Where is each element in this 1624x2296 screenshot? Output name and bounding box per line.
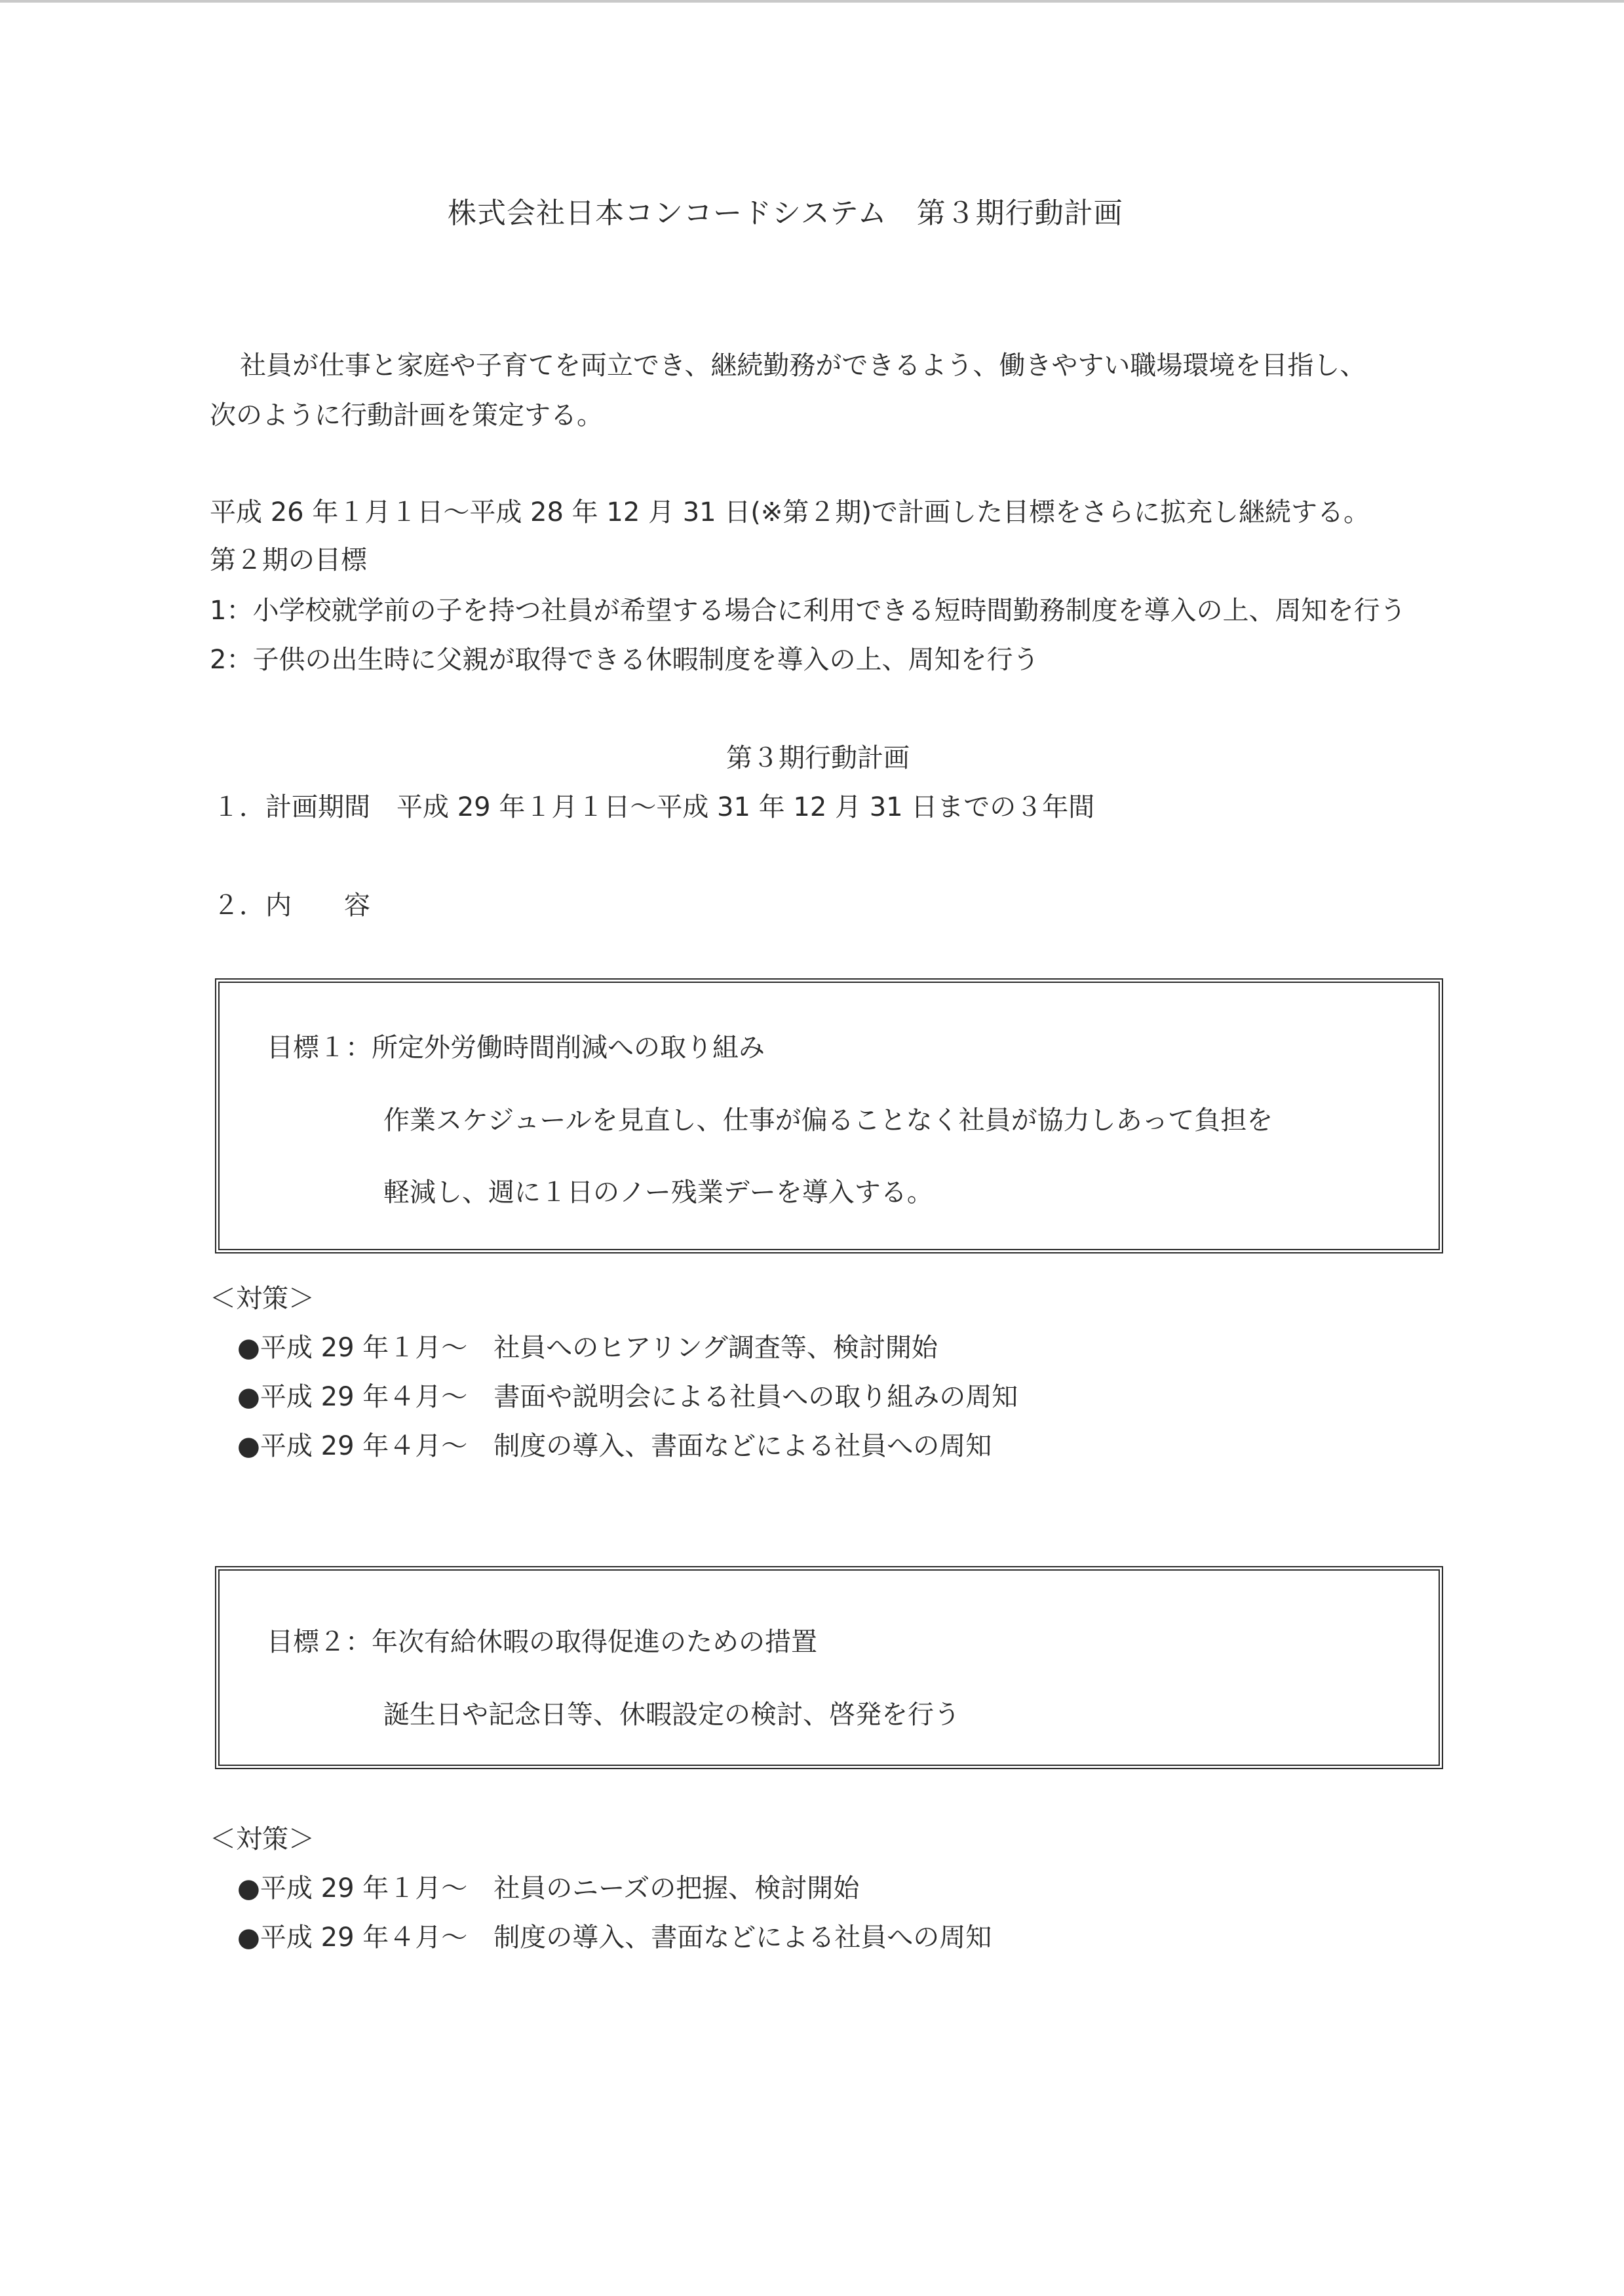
goal-1-measure-3: ●平成 29 年４月～ 制度の導入、書面などによる社員への周知	[237, 1431, 992, 1461]
previous-goal-1: 1：小学校就学前の子を持つ社員が希望する場合に利用できる短時間勤務制度を導入の上、周知を行う	[210, 596, 1406, 626]
goal-2-measure-2: ●平成 29 年４月～ 制度の導入、書面などによる社員への周知	[237, 1923, 992, 1953]
goal-2-description-1: 誕生日や記念日等、休暇設定の検討、啓発を行う	[383, 1700, 960, 1730]
previous-goal-2: 2：子供の出生時に父親が取得できる休暇制度を導入の上、周知を行う	[210, 645, 1039, 675]
goal-2-box	[215, 1566, 1443, 1769]
plan-content-heading: ２．内 容	[213, 890, 370, 921]
document-title: 株式会社日本コンコードシステム 第３期行動計画	[448, 197, 1123, 230]
previous-period-text: 平成 26 年１月１日～平成 28 年 12 月 31 日(※第２期)で計画した目標をさらに拡充し継続する。	[210, 497, 1370, 527]
intro-line-2: 次のように行動計画を策定する。	[210, 400, 603, 430]
goal-1-measure-1: ●平成 29 年１月～ 社員へのヒアリング調査等、検討開始	[237, 1333, 938, 1363]
goal-1-title: 目標１：所定外労働時間削減への取り組み	[267, 1033, 765, 1063]
plan-heading: 第３期行動計画	[726, 743, 910, 773]
goal-1-description-1: 作業スケジュールを見直し、仕事が偏ることなく社員が協力しあって負担を	[383, 1105, 1273, 1136]
goal-2-title: 目標２：年次有給休暇の取得促進のための措置	[267, 1627, 817, 1657]
goal-1-measure-2: ●平成 29 年４月～ 書面や説明会による社員への取り組みの周知	[237, 1382, 1018, 1412]
goal-1-measures-heading: ＜対策＞	[210, 1284, 315, 1314]
page-top-edge	[0, 0, 1624, 3]
goal-2-measures-heading: ＜対策＞	[210, 1824, 315, 1854]
previous-goals-heading: 第２期の目標	[210, 545, 367, 575]
goal-1-box	[215, 978, 1443, 1253]
goal-2-measure-1: ●平成 29 年１月～ 社員のニーズの把握、検討開始	[237, 1873, 860, 1904]
goal-1-description-2: 軽減し、週に１日のノー残業デーを導入する。	[383, 1177, 933, 1208]
intro-line-1: 社員が仕事と家庭や子育てを両立でき、継続勤務ができるよう、働きやすい職場環境を目指し、	[240, 351, 1366, 381]
plan-period: １．計画期間 平成 29 年１月１日～平成 31 年 12 月 31 日までの３年間	[213, 792, 1095, 822]
